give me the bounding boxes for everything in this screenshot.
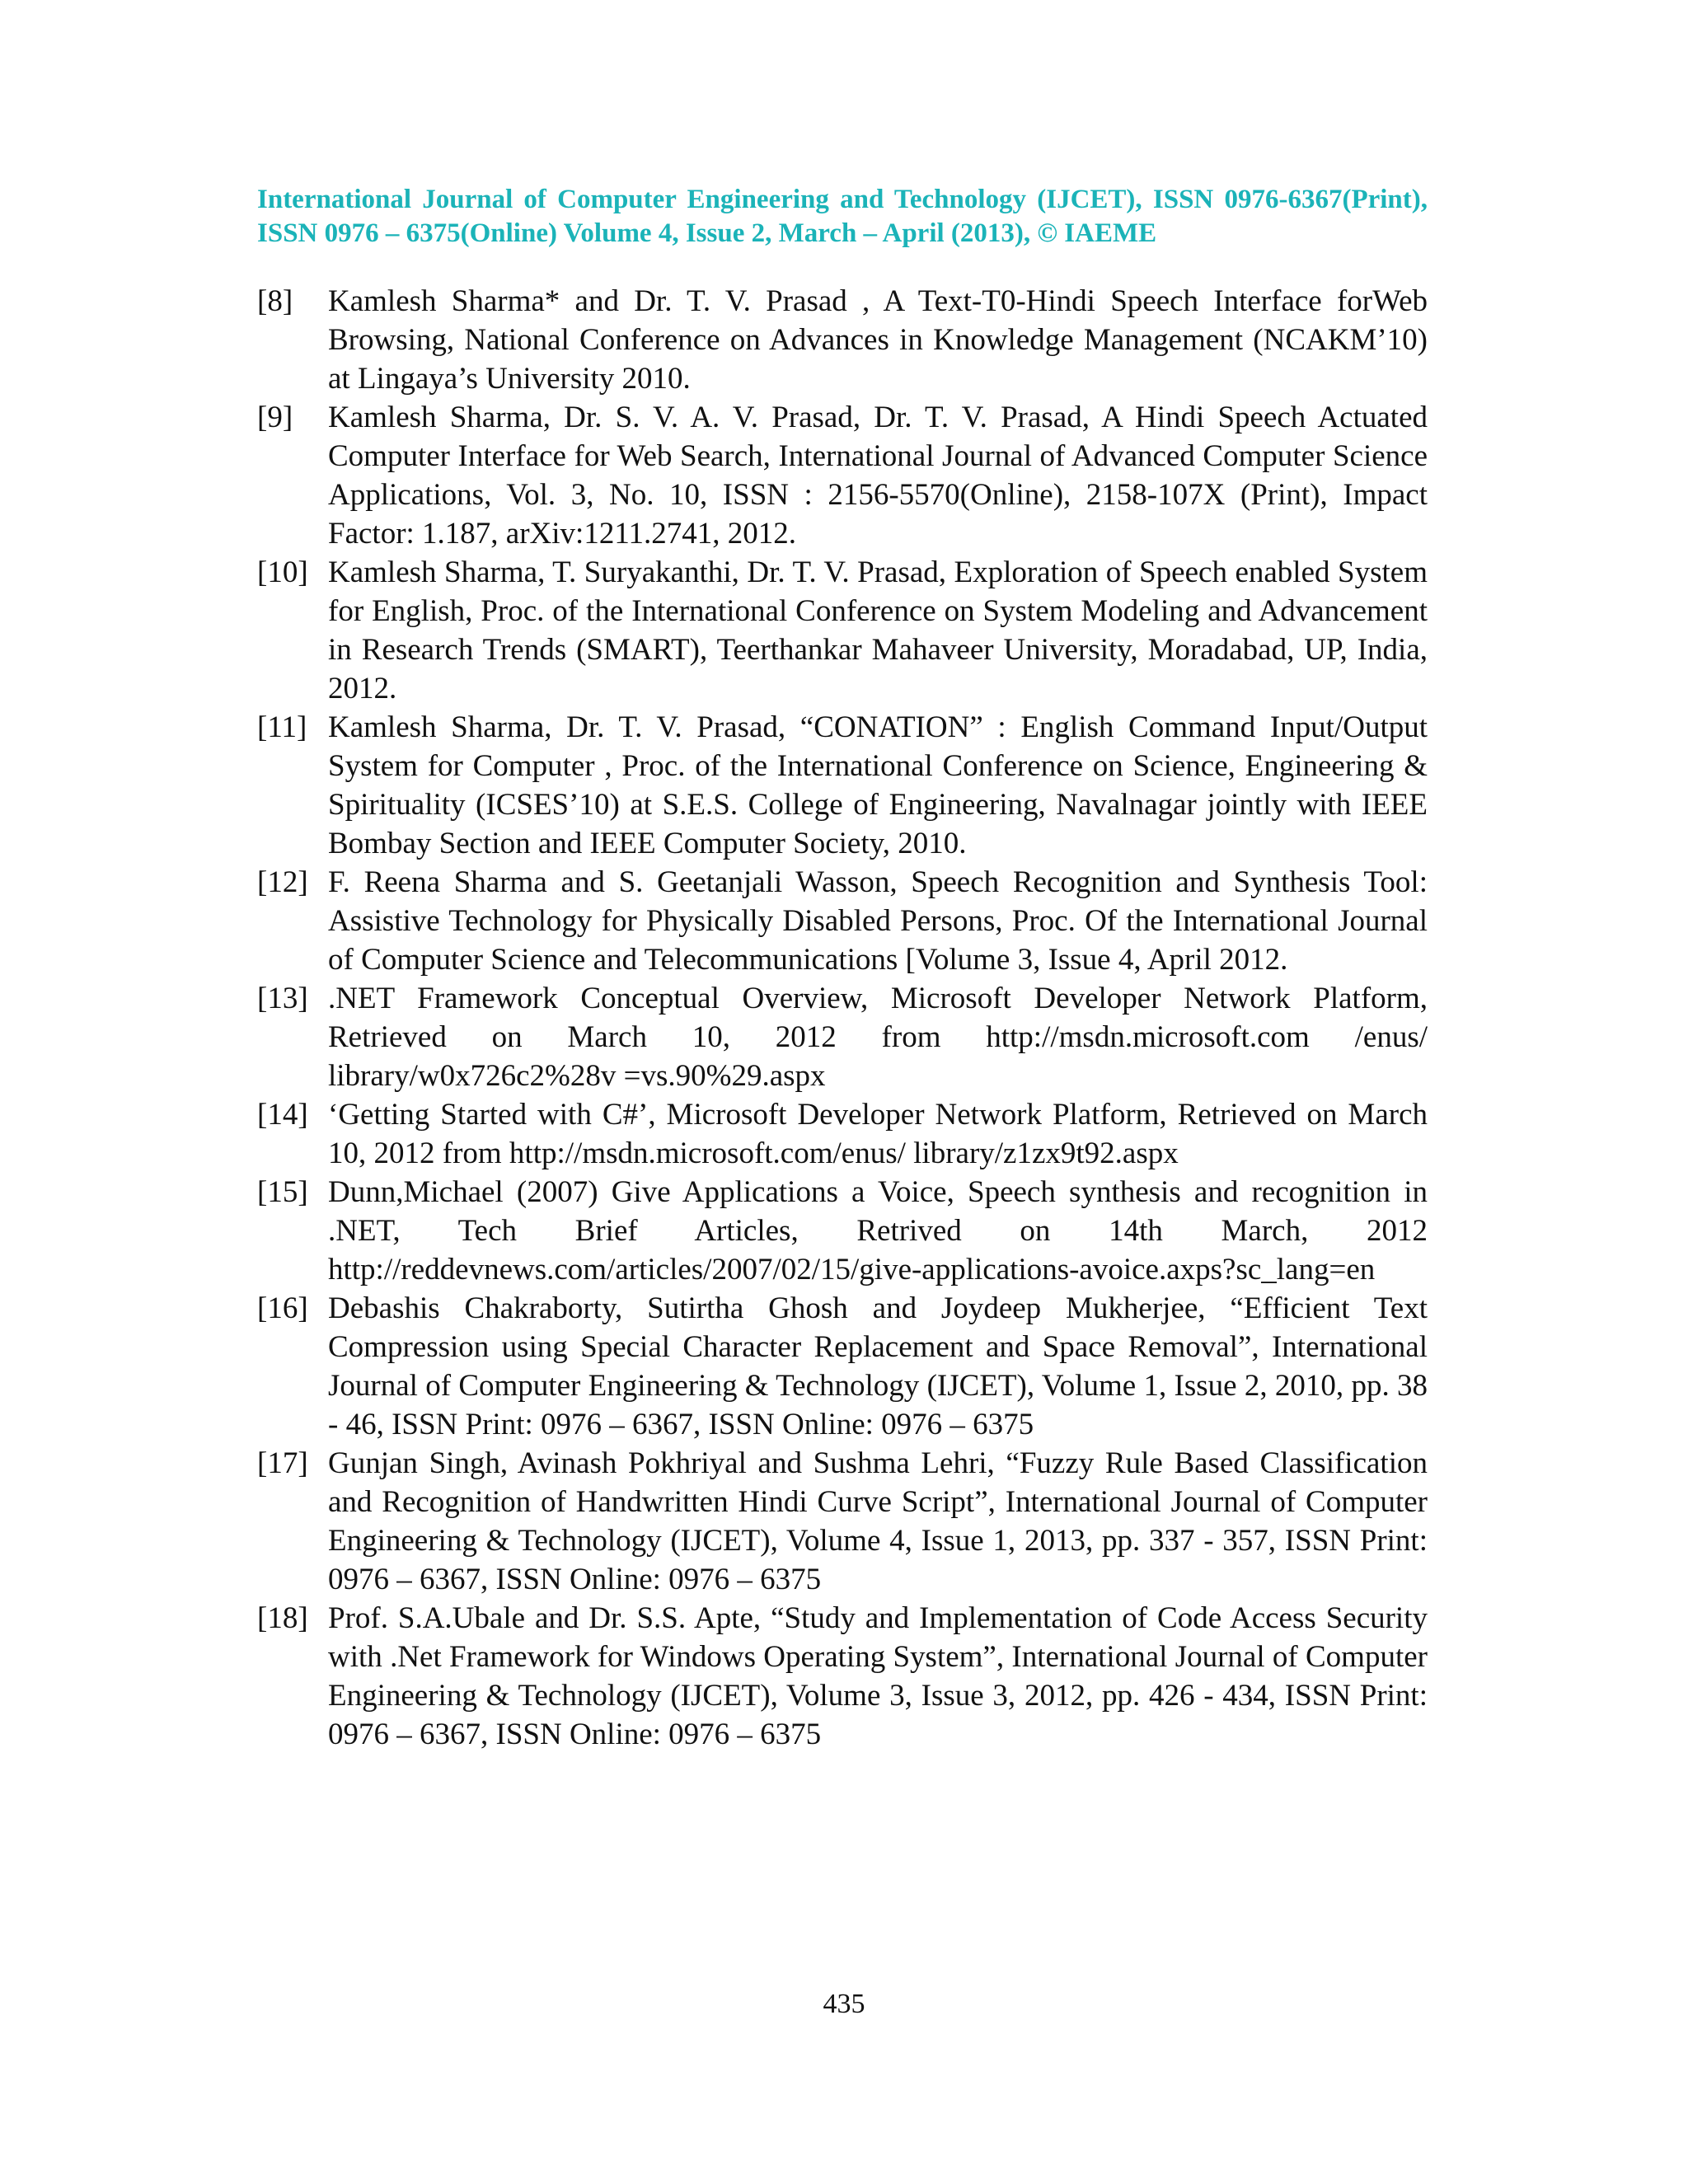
reference-number: [9] [257,401,293,434]
reference-text: Prof. S.A.Ubale and Dr. S.S. Apte, “Study and Implementation of Code Access Security with .Net Framework for Windows Operating System”, International Journal of Computer Engineering & Technology (IJCET), Volume 3, Issue 3, 2012, pp. 426 - 434, ISSN Print: 0976 – 6367, ISSN Online: 0976 – 6375 [328,1601,1428,1751]
reference-text: Kamlesh Sharma, Dr. T. V. Prasad, “CONATION” : English Command Input/Output System for Computer , Proc. of the International Conference on Science, Engineering & Spirituality (ICSES’10) at S.E.S. College of Engineering, Navalnagar jointly with IEEE Bombay Section and IEEE Computer Society, 2010. [328,710,1428,860]
reference-item-9 [257,398,1428,553]
reference-number: [13] [257,982,308,1015]
reference-text: Kamlesh Sharma, Dr. S. V. A. V. Prasad, Dr. T. V. Prasad, A Hindi Speech Actuated Computer Interface for Web Search, International Journal of Advanced Computer Science Applications, Vol. 3, No. 10, ISSN : 2156-5570(Online), 2158-107X (Print), Impact Factor: 1.187, arXiv:1211.2741, 2012. [328,401,1428,551]
reference-text: Debashis Chakraborty, Sutirtha Ghosh and Joydeep Mukherjee, “Efficient Text Compression using Special Character Replacement and Space Removal”, International Journal of Computer Engineering & Technology (IJCET), Volume 1, Issue 2, 2010, pp. 38 - 46, ISSN Print: 0976 – 6367, ISSN Online: 0976 – 6375 [328,1291,1428,1441]
reference-item-12 [257,863,1428,979]
reference-item-11 [257,708,1428,863]
reference-text: Gunjan Singh, Avinash Pokhriyal and Sushma Lehri, “Fuzzy Rule Based Classification and Recognition of Handwritten Hindi Curve Script”, International Journal of Computer Engineering & Technology (IJCET), Volume 4, Issue 1, 2013, pp. 337 - 357, ISSN Print: 0976 – 6367, ISSN Online: 0976 – 6375 [328,1446,1428,1596]
reference-number: [15] [257,1175,308,1209]
reference-number: [8] [257,284,293,318]
reference-text: Dunn,Michael (2007) Give Applications a Voice, Speech synthesis and recognition in .NET, Tech Brief Articles, Retrived on 14th March, 2012 http://reddevnews.com/articles/2007/02/15/give-applications-avoice.axps?sc_lang=en [328,1175,1428,1286]
reference-item-17 [257,1444,1428,1599]
reference-text: F. Reena Sharma and S. Geetanjali Wasson, Speech Recognition and Synthesis Tool: Assistive Technology for Physically Disabled Persons, Proc. Of the International Journal of Computer Science and Telecommunications [Volume 3, Issue 4, April 2012. [328,865,1428,977]
reference-text: Kamlesh Sharma, T. Suryakanthi, Dr. T. V. Prasad, Exploration of Speech enabled System for English, Proc. of the International Conference on System Modeling and Advancement in Research Trends (SMART), Teerthankar Mahaveer University, Moradabad, UP, India, 2012. [328,555,1428,705]
reference-number: [12] [257,865,308,899]
reference-text: ‘Getting Started with C#’, Microsoft Developer Network Platform, Retrieved on March 10, 2012 from http://msdn.microsoft.com/enus/ library/z1zx9t92.aspx [328,1098,1428,1170]
journal-header: International Journal of Computer Engineering and Technology (IJCET), ISSN 0976-6367(Print), ISSN 0976 – 6375(Online) Volume 4, Issue 2, March – April (2013), © IAEME [257,185,1428,248]
reference-item-10 [257,553,1428,708]
reference-item-14 [257,1095,1428,1173]
reference-number: [11] [257,710,307,744]
reference-item-18 [257,1599,1428,1754]
page-number: 435 [823,1989,865,2019]
reference-item-13 [257,979,1428,1095]
reference-text: Kamlesh Sharma* and Dr. T. V. Prasad , A Text-T0-Hindi Speech Interface forWeb Browsing, National Conference on Advances in Knowledge Management (NCAKM’10) at Lingaya’s University 2010. [328,284,1428,396]
reference-number: [16] [257,1291,308,1325]
reference-list [257,282,1428,1754]
reference-number: [17] [257,1446,308,1480]
reference-item-16 [257,1289,1428,1444]
reference-number: [14] [257,1098,308,1132]
reference-item-15 [257,1173,1428,1289]
reference-text: .NET Framework Conceptual Overview, Microsoft Developer Network Platform, Retrieved on March 10, 2012 from http://msdn.microsoft.com /enus/ library/w0x726c2%28v =vs.90%29.aspx [328,982,1428,1093]
reference-number: [10] [257,555,308,589]
reference-item-8 [257,282,1428,398]
reference-number: [18] [257,1601,308,1635]
